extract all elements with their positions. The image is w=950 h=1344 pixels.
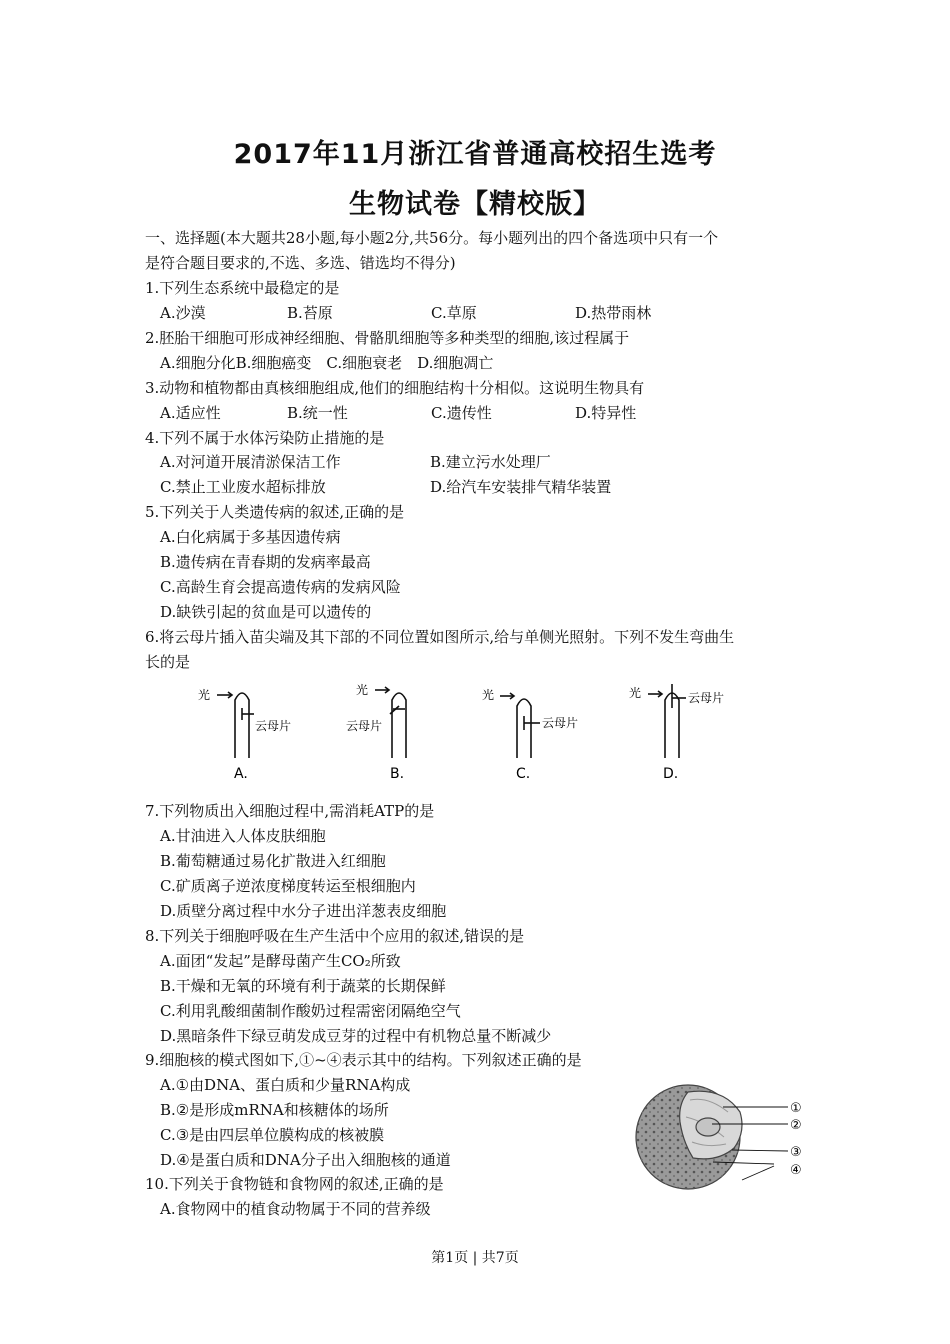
q7-option-b: B.葡萄糖通过易化扩散进入红细胞 bbox=[160, 852, 386, 870]
q8-option-c: C.利用乳酸细菌制作酸奶过程需密闭隔绝空气 bbox=[160, 1002, 461, 1020]
q1-option-a: A.沙漠 bbox=[160, 304, 206, 322]
q6-panel-label-c: C. bbox=[516, 766, 531, 782]
q6-mica-label-d: 云母片 bbox=[688, 691, 725, 705]
q1-option-b: B.苔原 bbox=[287, 304, 333, 322]
q5-option-d: D.缺铁引起的贫血是可以遗传的 bbox=[160, 603, 372, 621]
q4-option-b: B.建立污水处理厂 bbox=[430, 453, 551, 471]
q9-option-d: D.④是蛋白质和DNA分子出入细胞核的通道 bbox=[160, 1151, 451, 1169]
q3-option-b: B.统一性 bbox=[287, 404, 348, 422]
q4-option-c: C.禁止工业废水超标排放 bbox=[160, 478, 326, 496]
q6-mica-label-a: 云母片 bbox=[255, 719, 292, 733]
q9-stem: 9.细胞核的模式图如下,①~④表示其中的结构。下列叙述正确的是 bbox=[145, 1051, 582, 1069]
q3-option-d: D.特异性 bbox=[575, 404, 637, 422]
q6-panel-label-d: D. bbox=[663, 766, 679, 782]
q6-stem-line-1: 6.将云母片插入苗尖端及其下部的不同位置如图所示,给与单侧光照射。下列不发生弯曲生 bbox=[145, 628, 735, 646]
label-3: ③ bbox=[790, 1145, 802, 1160]
q3-option-a: A.适应性 bbox=[160, 404, 221, 422]
q4-stem: 4.下列不属于水体污染防止措施的是 bbox=[145, 429, 385, 447]
q7-option-a: A.甘油进入人体皮肤细胞 bbox=[160, 827, 326, 845]
label-1: ① bbox=[790, 1101, 802, 1116]
q5-option-a: A.白化病属于多基因遗传病 bbox=[160, 528, 341, 546]
q6-light-label-c: 光 bbox=[482, 688, 495, 702]
q1-option-c: C.草原 bbox=[431, 304, 477, 322]
q8-stem: 8.下列关于细胞呼吸在生产生活中个应用的叙述,错误的是 bbox=[145, 927, 525, 945]
q7-stem: 7.下列物质出入细胞过程中,需消耗ATP的是 bbox=[145, 802, 435, 820]
q4-option-a: A.对河道开展清淤保洁工作 bbox=[160, 453, 341, 471]
page-subtitle: 生物试卷【精校版】 bbox=[349, 189, 601, 220]
q1-stem: 1.下列生态系统中最稳定的是 bbox=[145, 279, 340, 297]
q6-light-label-a: 光 bbox=[198, 688, 211, 702]
q10-stem: 10.下列关于食物链和食物网的叙述,正确的是 bbox=[145, 1175, 444, 1193]
q5-stem: 5.下列关于人类遗传病的叙述,正确的是 bbox=[145, 503, 405, 521]
q6-light-label-d: 光 bbox=[629, 686, 642, 700]
q6-stem-line-2: 长的是 bbox=[145, 653, 191, 671]
q2-options: A.细胞分化B.细胞癌变 C.细胞衰老 D.细胞凋亡 bbox=[160, 354, 494, 372]
q6-light-label-b: 光 bbox=[356, 683, 369, 697]
q6-mica-label-c: 云母片 bbox=[542, 716, 579, 730]
q10-option-a: A.食物网中的植食动物属于不同的营养级 bbox=[160, 1200, 431, 1218]
q5-option-b: B.遗传病在青春期的发病率最高 bbox=[160, 553, 371, 571]
q9-option-b: B.②是形成mRNA和核糖体的场所 bbox=[160, 1101, 389, 1119]
page-title: 2017年11月浙江省普通高校招生选考 bbox=[233, 139, 717, 170]
q1-option-d: D.热带雨林 bbox=[575, 304, 652, 322]
q8-option-a: A.面团“发起”是酵母菌产生CO₂所致 bbox=[160, 952, 401, 970]
q4-option-d: D.给汽车安装排气精华装置 bbox=[430, 478, 612, 496]
q9-option-a: A.①由DNA、蛋白质和少量RNA构成 bbox=[160, 1076, 411, 1094]
q9-option-c: C.③是由四层单位膜构成的核被膜 bbox=[160, 1126, 385, 1144]
section-intro-line-1: 一、选择题(本大题共28小题,每小题2分,共56分。每小题列出的四个备选项中只有一个 bbox=[145, 229, 719, 247]
q8-option-d: D.黑暗条件下绿豆萌发成豆芽的过程中有机物总量不断减少 bbox=[160, 1027, 552, 1045]
q6-panel-label-a: A. bbox=[234, 766, 248, 782]
page-footer: 第1页 | 共7页 bbox=[431, 1250, 519, 1266]
label-4: ④ bbox=[790, 1163, 802, 1178]
q2-stem: 2.胚胎干细胞可形成神经细胞、骨骼肌细胞等多种类型的细胞,该过程属于 bbox=[145, 329, 630, 347]
q6-figure bbox=[180, 678, 725, 783]
q7-option-c: C.矿质离子逆浓度梯度转运至根细胞内 bbox=[160, 877, 416, 895]
q8-option-b: B.干燥和无氧的环境有利于蔬菜的长期保鲜 bbox=[160, 977, 446, 995]
nucleus-figure bbox=[628, 1082, 818, 1192]
q6-panel-label-b: B. bbox=[390, 766, 405, 782]
section-intro-line-2: 是符合题目要求的,不选、多选、错选均不得分) bbox=[145, 254, 456, 272]
nucleolus bbox=[696, 1118, 720, 1136]
q6-mica-label-b: 云母片 bbox=[346, 719, 383, 733]
q5-option-c: C.高龄生育会提高遗传病的发病风险 bbox=[160, 578, 401, 596]
q3-stem: 3.动物和植物都由真核细胞组成,他们的细胞结构十分相似。这说明生物具有 bbox=[145, 379, 645, 397]
q7-option-d: D.质壁分离过程中水分子进出洋葱表皮细胞 bbox=[160, 902, 447, 920]
q3-option-c: C.遗传性 bbox=[431, 404, 492, 422]
label-2: ② bbox=[790, 1118, 802, 1133]
